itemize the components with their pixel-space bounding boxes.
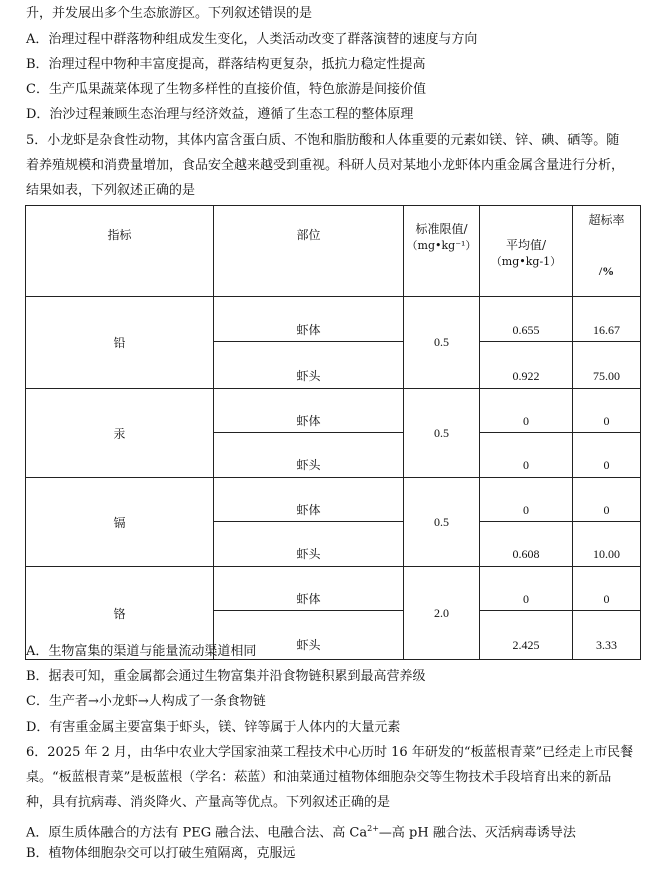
- metal-cell: 铬: [26, 567, 214, 660]
- exceed-cell: 0: [573, 478, 641, 522]
- q5-option-b: B．据表可知，重金属都会通过生物富集并沿食物链积累到最高营养级: [26, 669, 426, 684]
- metal-cell: 铅: [26, 297, 214, 389]
- avg-cell: 0.922: [480, 342, 573, 389]
- q4-option-b: B．治理过程中物种丰富度提高，群落结构更复杂，抵抗力稳定性提高: [26, 57, 426, 72]
- q5-option-d: D．有害重金属主要富集于虾头，镁、锌等属于人体内的大量元素: [26, 720, 401, 735]
- avg-cell: 0: [480, 433, 573, 478]
- part-cell: 虾体: [214, 567, 404, 611]
- part-cell: 虾体: [214, 389, 404, 433]
- part-cell: 虾头: [214, 433, 404, 478]
- part-cell: 虾头: [214, 342, 404, 389]
- exceed-cell: 0: [573, 389, 641, 433]
- avg-cell: 0: [480, 389, 573, 433]
- part-cell: 虾头: [214, 522, 404, 567]
- q6-option-b: B．植物体细胞杂交可以打破生殖隔离，克服远: [26, 846, 296, 861]
- q4-option-a: A．治理过程中群落物种组成发生变化，人类活动改变了群落演替的速度与方向: [26, 32, 478, 47]
- q6-stem-line-1: 6．2025 年 2 月，由华中农业大学国家油菜工程技术中心历时 16 年研发的“板蓝根青菜”已经走上市民餐: [26, 745, 634, 760]
- part-cell: 虾体: [214, 478, 404, 522]
- header-indicator: 指标: [26, 206, 214, 297]
- table-header-row: [26, 206, 641, 297]
- exceed-cell: 0: [573, 567, 641, 611]
- table-row: [26, 567, 641, 611]
- header-average: 平均值/ （mg•kg-1）: [480, 206, 573, 297]
- q4-stem-end: 升，并发展出多个生态旅游区。下列叙述错误的是: [26, 6, 313, 21]
- header-part: 部位: [214, 206, 404, 297]
- q6-stem-line-3: 种，具有抗病毒、消炎降火、产量高等优点。下列叙述正确的是: [26, 795, 391, 810]
- limit-cell: 0.5: [404, 389, 480, 478]
- metal-cell: 汞: [26, 389, 214, 478]
- header-limit: 标准限值/ （mg•kg⁻¹）: [404, 206, 480, 297]
- q5-stem-line-3: 结果如表，下列叙述正确的是: [26, 183, 196, 198]
- table-row: [26, 478, 641, 522]
- avg-cell: 0: [480, 567, 573, 611]
- exceed-cell: 75.00: [573, 342, 641, 389]
- q4-option-c: C．生产瓜果蔬菜体现了生物多样性的直接价值，特色旅游是间接价值: [26, 82, 426, 97]
- limit-cell: 0.5: [404, 297, 480, 389]
- table-row: [26, 389, 641, 433]
- exceed-cell: 0: [573, 433, 641, 478]
- avg-cell: 2.425: [480, 611, 573, 660]
- limit-cell: 2.0: [404, 567, 480, 660]
- q5-option-a: A．生物富集的渠道与能量流动渠道相同: [26, 644, 257, 659]
- q5-stem-line-2: 着养殖规模和消费量增加，食品安全越来越受到重视。科研人员对某地小龙虾体内重金属含量进行分析，: [26, 158, 625, 173]
- part-cell: 虾体: [214, 297, 404, 342]
- avg-cell: 0.655: [480, 297, 573, 342]
- table-row: [26, 297, 641, 342]
- q6-stem-line-2: 桌。“板蓝根青菜”是板蓝根（学名：菘蓝）和油菜通过植物体细胞杂交等生物技术手段培育出来的新品: [26, 770, 612, 785]
- avg-cell: 0: [480, 478, 573, 522]
- q6-option-a: A．原生质体融合的方法有 PEG 融合法、电融合法、高 $Ca^{2+}—$高 pH 融合法、灭活病毒诱导法: [26, 824, 576, 841]
- q5-stem-line-1: 5．小龙虾是杂食性动物，其体内富含蛋白质、不饱和脂肪酸和人体重要的元素如镁、锌、碘、硒等。随: [26, 133, 620, 148]
- avg-cell: 0.608: [480, 522, 573, 567]
- exceed-cell: 3.33: [573, 611, 641, 660]
- heavy-metal-table: [25, 205, 641, 660]
- page-fade-overlay: [300, 843, 360, 867]
- header-exceed-rate: 超标率 /%: [573, 206, 641, 297]
- limit-cell: 0.5: [404, 478, 480, 567]
- metal-cell: 镉: [26, 478, 214, 567]
- exceed-cell: 16.67: [573, 297, 641, 342]
- part-cell: 虾头: [214, 611, 404, 660]
- q5-option-c: C．生产者→小龙虾→人构成了一条食物链: [26, 694, 266, 709]
- exceed-cell: 10.00: [573, 522, 641, 567]
- q4-option-d: D．治沙过程兼顾生态治理与经济效益，遵循了生态工程的整体原理: [26, 107, 414, 122]
